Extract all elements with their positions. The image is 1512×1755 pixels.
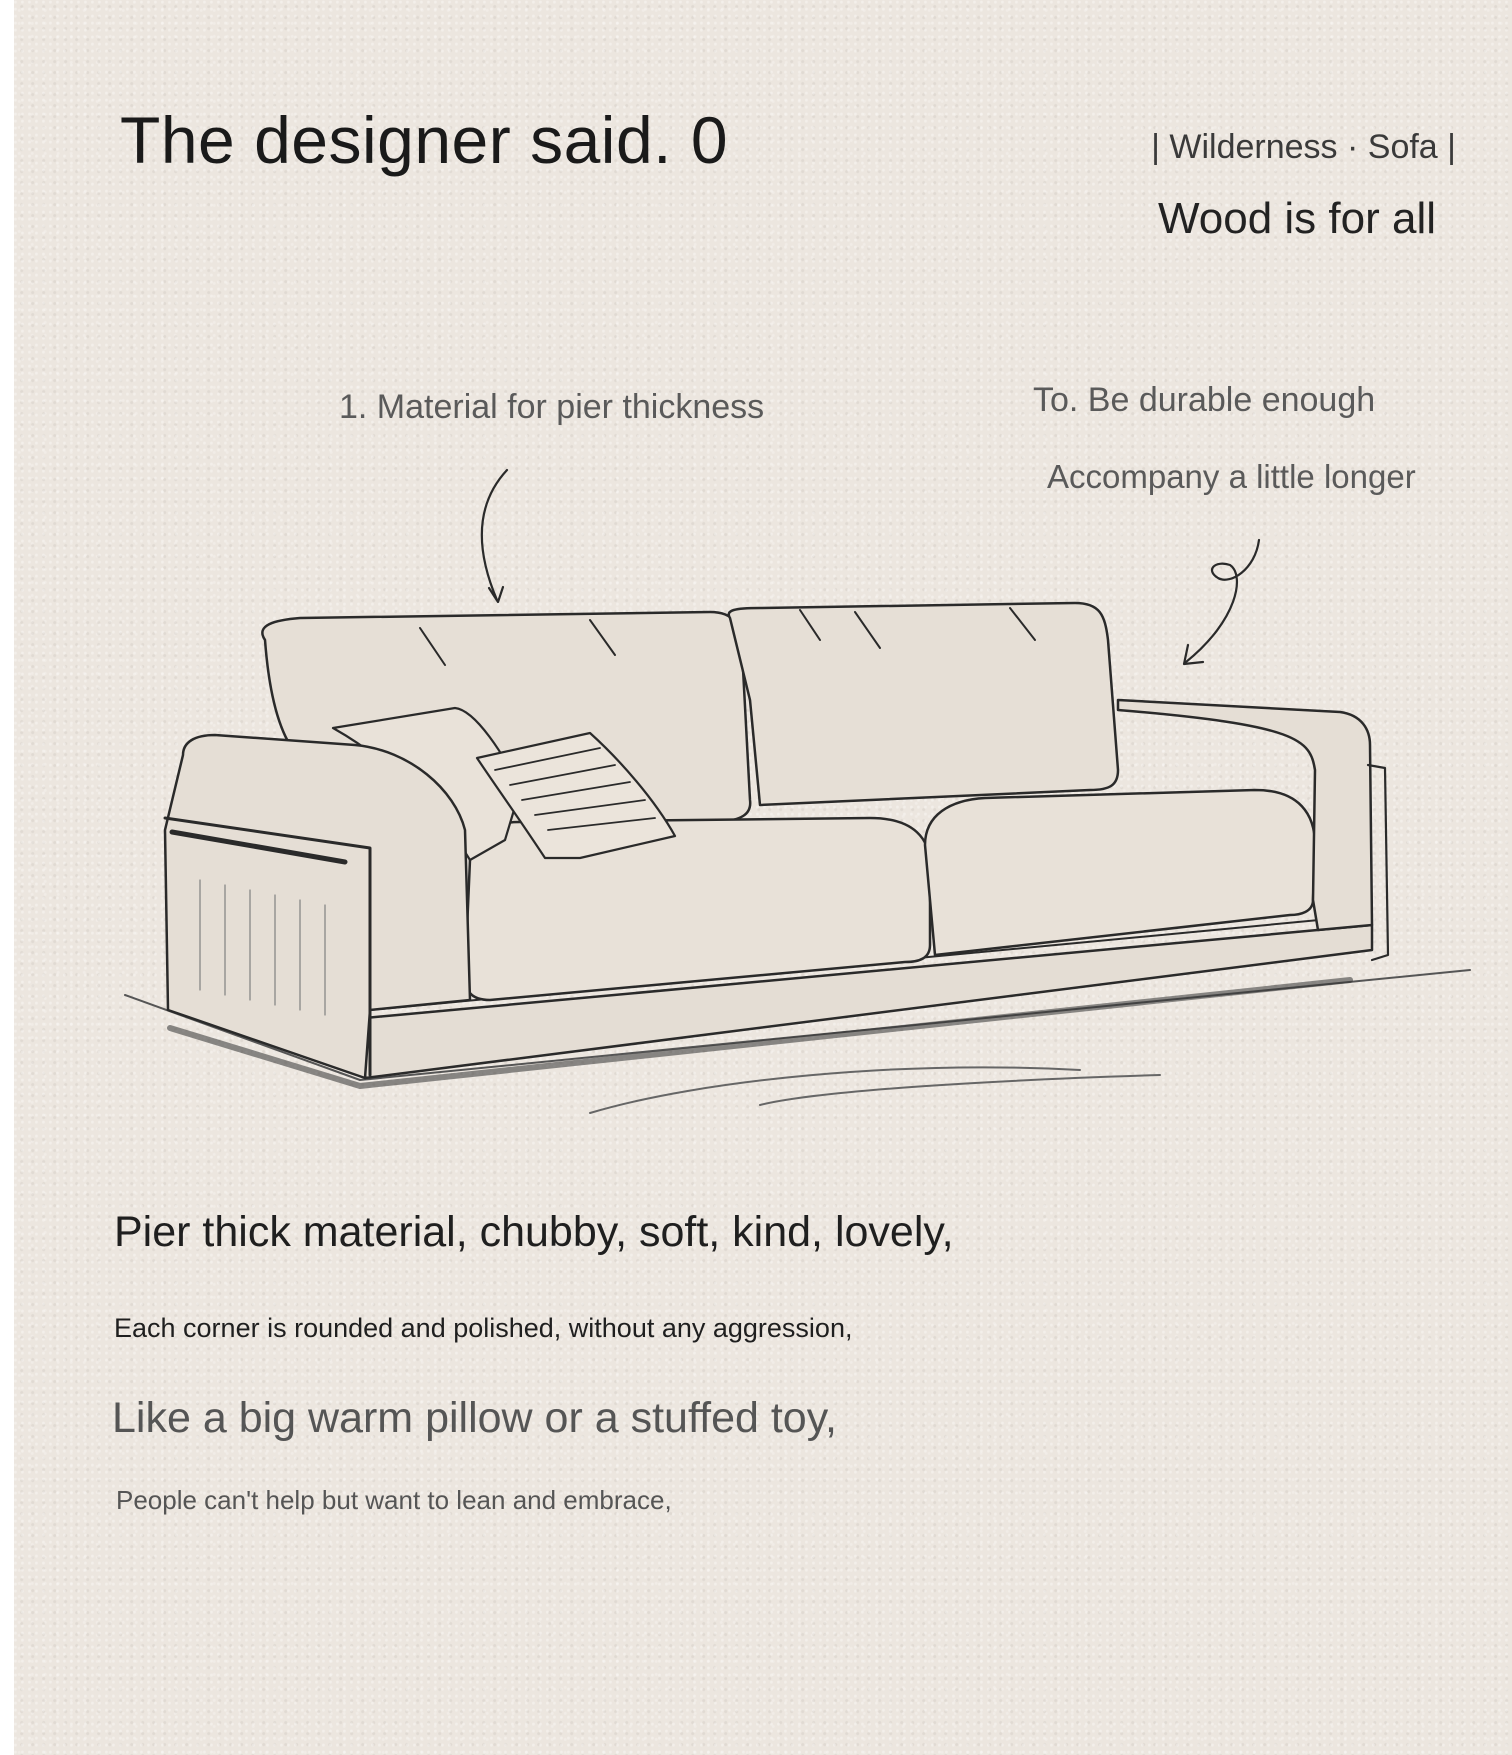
arrow-right	[1186, 540, 1259, 662]
seat-cushion-right	[925, 790, 1315, 955]
back-cushion-right	[729, 603, 1118, 805]
description-line-2: Each corner is rounded and polished, without any aggression,	[114, 1313, 853, 1343]
arrow-left	[482, 470, 507, 600]
annotation-material: 1. Material for pier thickness	[339, 388, 765, 426]
brand-slogan: Wood is for all	[1158, 194, 1436, 243]
description-line-1: Pier thick material, chubby, soft, kind, lovely,	[114, 1208, 954, 1256]
description-line-3: Like a big warm pillow or a stuffed toy,	[112, 1394, 837, 1442]
annotation-durable: To. Be durable enough	[1033, 381, 1376, 419]
page-title: The designer said. 0	[120, 103, 729, 177]
product-tag: | Wilderness · Sofa |	[1151, 128, 1456, 166]
annotation-longer: Accompany a little longer	[1047, 458, 1416, 495]
description-line-4: People can't help but want to lean and embrace,	[116, 1485, 672, 1515]
